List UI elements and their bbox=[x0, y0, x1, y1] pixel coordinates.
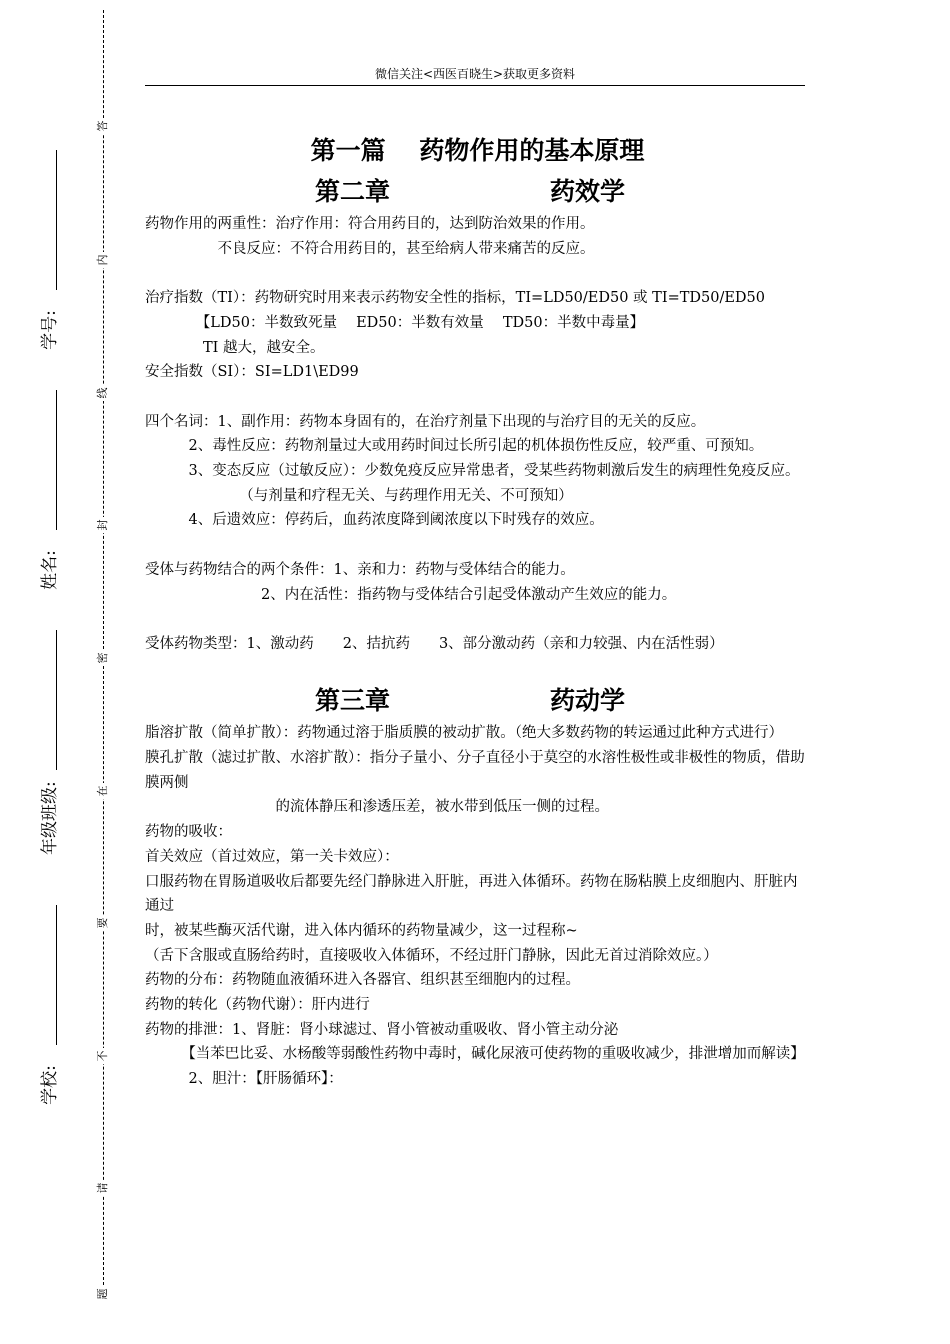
seal-char: 封 bbox=[95, 517, 111, 533]
chapter-2-name: 药效学 bbox=[550, 177, 626, 206]
name-line bbox=[56, 390, 57, 530]
chapter-2-heading bbox=[145, 172, 810, 212]
body-paragraph: 2、胆汁：【肝肠循环】： bbox=[145, 1071, 343, 1088]
body-paragraph: 首关效应（首过效应，第一关卡效应）： bbox=[145, 848, 399, 865]
body-paragraph: 药物的吸收： bbox=[145, 824, 232, 841]
body-paragraph: 治疗指数（TI）：药物研究时用来表示药物安全性的指标，TI=LD50/ED50 或 TI=TD50/ED50 bbox=[145, 290, 766, 307]
body-paragraph: 药物的排泄：1、肾脏：肾小球滤过、肾小管被动重吸收、肾小管主动分泌 bbox=[145, 1021, 619, 1038]
body-paragraph: （舌下含服或直肠给药时，直接吸收入体循环，不经过肝门静脉，因此无首过消除效应。） bbox=[145, 947, 718, 964]
chapter-3-text bbox=[145, 721, 810, 1092]
body-paragraph: 【当苯巴比妥、水杨酸等弱酸性药物中毒时，碱化尿液可使药物的重吸收减少，排泄增加而解读】 bbox=[145, 1046, 805, 1063]
body-paragraph: 不良反应：不符合用药目的，甚至给病人带来痛苦的反应。 bbox=[145, 240, 595, 257]
body-paragraph bbox=[145, 533, 810, 558]
body-paragraph bbox=[145, 607, 810, 632]
body-paragraph bbox=[145, 261, 810, 286]
body-paragraph bbox=[145, 385, 810, 410]
seal-char: 内 bbox=[95, 252, 111, 268]
seal-char: 题 bbox=[95, 1286, 111, 1302]
chapter-3-name: 药动学 bbox=[550, 686, 626, 716]
chapter-2-number: 第二章 bbox=[315, 177, 391, 206]
body-paragraph: 时，被某些酶灭活代谢，进入体内循环的药物量减少，这一过程称~ bbox=[145, 922, 578, 939]
seal-char: 要 bbox=[95, 915, 111, 931]
body-paragraph: 的流体静压和渗透压差，被水带到低压一侧的过程。 bbox=[145, 799, 609, 816]
body-paragraph: 口服药物在胃肠道吸收后都要先经门静脉进入肝脏，再进入体循环。药物在肠粘膜上皮细胞内、肝脏内通过 bbox=[145, 873, 798, 915]
body-paragraph: 膜孔扩散（滤过扩散、水溶扩散）：指分子量小、分子直径小于莫空的水溶性极性或非极性的物质，借助膜两侧 bbox=[145, 749, 805, 791]
body-paragraph: （与剂量和疗程无关、与药理作用无关、不可预知） bbox=[145, 487, 573, 504]
body-paragraph: 药物的转化（药物代谢）：肝内进行 bbox=[145, 997, 370, 1014]
chapter-3-number: 第三章 bbox=[315, 686, 391, 716]
body-paragraph: 四个名词：1、副作用：药物本身固有的，在治疗剂量下出现的与治疗目的无关的反应。 bbox=[145, 413, 706, 430]
school-line bbox=[56, 905, 57, 1045]
seal-char: 不 bbox=[95, 1048, 111, 1064]
student-id-label: 学号: bbox=[40, 310, 60, 350]
body-paragraph: 受体药物类型：1、激动药 2、拮抗药 3、部分激动药（亲和力较强、内在活性弱） bbox=[145, 635, 724, 652]
body-paragraph: 脂溶扩散（简单扩散）：药物通过溶于脂质膜的被动扩散。（绝大多数药物的转运通过此种方式进行） bbox=[145, 725, 783, 742]
document-body bbox=[145, 130, 810, 1092]
class-label: 年级班级: bbox=[40, 781, 60, 855]
school-label: 学校: bbox=[40, 1065, 60, 1105]
body-paragraph: 药物的分布：药物随血液循环进入各器官、组织甚至细胞内的过程。 bbox=[145, 972, 580, 989]
body-paragraph: 【LD50：半数致死量 ED50：半数有效量 TD50：半数中毒量】 bbox=[145, 314, 645, 331]
body-paragraph: TI 越大，越安全。 bbox=[145, 339, 325, 356]
seal-char: 请 bbox=[95, 1180, 111, 1196]
class-line bbox=[56, 630, 57, 770]
binding-margin bbox=[0, 0, 140, 1344]
chapter-2-text bbox=[145, 212, 810, 657]
student-id-line bbox=[56, 150, 57, 290]
body-paragraph: 药物作用的两重性：治疗作用：符合用药目的，达到防治效果的作用。 bbox=[145, 216, 595, 232]
part-title: 第一篇 药物作用的基本原理 bbox=[310, 136, 645, 165]
body-paragraph: 受体与药物结合的两个条件：1、亲和力：药物与受体结合的能力。 bbox=[145, 561, 575, 578]
seal-char: 密 bbox=[95, 650, 111, 666]
body-paragraph: 3、变态反应（过敏反应）：少数免疫反应异常患者，受某些药物刺激后发生的病理性免疫反应。 bbox=[145, 463, 800, 479]
chapter-3-heading bbox=[145, 681, 810, 721]
seal-char: 答 bbox=[95, 118, 111, 134]
body-paragraph: 2、内在活性：指药物与受体结合引起受体激动产生效应的能力。 bbox=[145, 586, 677, 603]
name-label: 姓名: bbox=[40, 550, 60, 590]
seal-char: 在 bbox=[95, 783, 111, 799]
seal-char: 线 bbox=[95, 385, 111, 401]
body-paragraph: 安全指数（SI）：SI=LD1\ED99 bbox=[145, 364, 359, 381]
body-paragraph: 2、毒性反应：药物剂量过大或用药时间过长所引起的机体损伤性反应，较严重、可预知。 bbox=[145, 438, 764, 455]
body-paragraph: 4、后遗效应：停药后，血药浓度降到阈浓度以下时残存的效应。 bbox=[145, 512, 604, 529]
page-header: 微信关注<西医百晓生>获取更多资料 bbox=[145, 66, 805, 86]
